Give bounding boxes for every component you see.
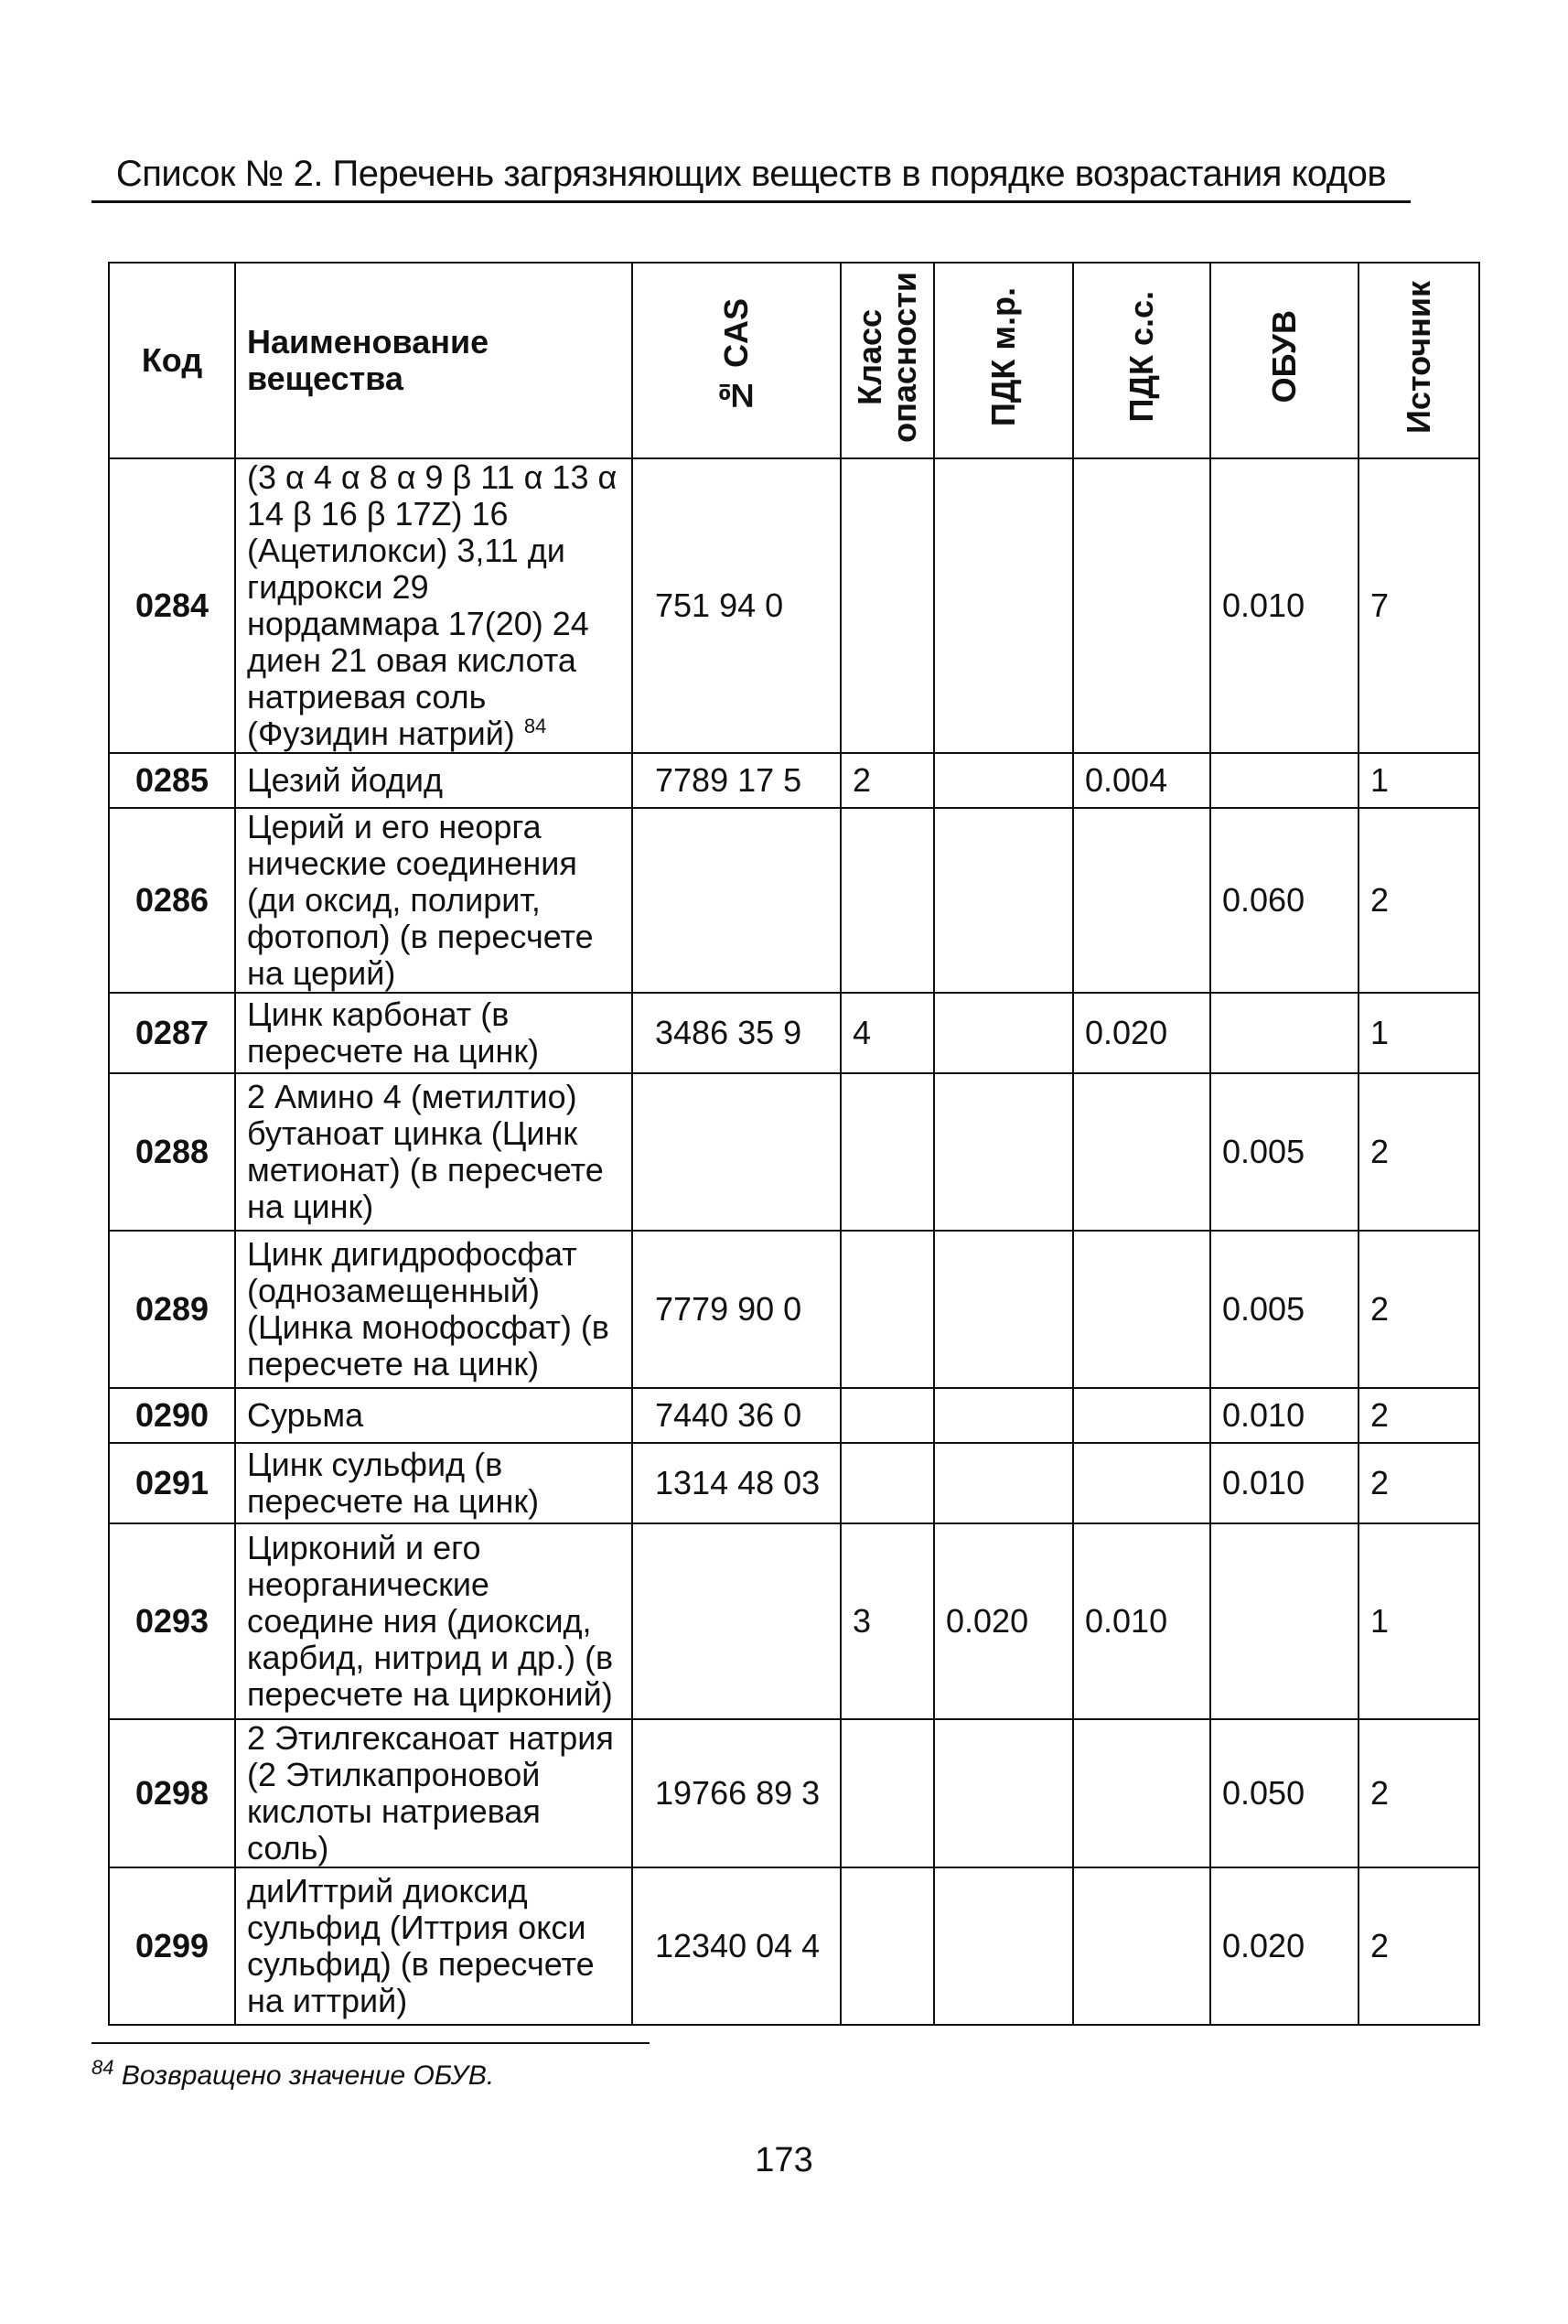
col-header-cas (632, 263, 841, 458)
cell-cas (632, 1523, 841, 1719)
cell-source: 2 (1359, 1073, 1479, 1231)
footnote-ref: 84 (523, 715, 547, 737)
cell-name: Цинк сульфид (в пересчете на цинк) (235, 1443, 632, 1523)
table-row (109, 1231, 1479, 1388)
cell-cas: 3486 35 9 (632, 993, 841, 1073)
cell-obuv: 0.010 (1210, 458, 1359, 753)
cell-code: 0289 (109, 1231, 235, 1388)
running-head-title: Список № 2. Перечень загрязняющих веществ в порядке возрастания кодов (91, 154, 1411, 203)
cell-code: 0286 (109, 808, 235, 993)
cell-pdk-ss (1073, 1867, 1210, 2025)
cell-name: 2 Этилгексаноат натрия (2 Этилкапроновой кислоты натриевая соль) (235, 1719, 632, 1867)
col-header-name: Наименование вещества (235, 263, 632, 458)
cell-code: 0288 (109, 1073, 235, 1231)
cell-pdk-mr (934, 1443, 1073, 1523)
footnote (91, 2056, 495, 2092)
cell-pdk-mr (934, 1388, 1073, 1443)
cell-source: 2 (1359, 1231, 1479, 1388)
cell-pdk-mr (934, 1073, 1073, 1231)
cell-obuv (1210, 993, 1359, 1073)
cell-cas: 7440 36 0 (632, 1388, 841, 1443)
col-header-pdk-mr-text: ПДК м.р. (984, 286, 1022, 427)
col-header-obuv-text: ОБУВ (1265, 310, 1303, 403)
cell-source: 1 (1359, 753, 1479, 808)
col-header-source-text: Источник (1400, 280, 1437, 434)
cell-pdk-ss (1073, 1388, 1210, 1443)
cell-cas (632, 1073, 841, 1231)
cell-pdk-ss (1073, 808, 1210, 993)
page-number: 173 (755, 2141, 813, 2179)
cell-obuv: 0.020 (1210, 1867, 1359, 2025)
cell-name: Церий и его неорга нические соединения (ди оксид, полирит, фотопол) (в пересчете на церий) (235, 808, 632, 993)
cell-pdk-mr (934, 1867, 1073, 2025)
cell-pdk-ss: 0.004 (1073, 753, 1210, 808)
footnote-separator (91, 2042, 650, 2044)
footnote-text: Возвращено значение ОБУВ. (121, 2060, 495, 2091)
cell-obuv: 0.060 (1210, 808, 1359, 993)
cell-source: 1 (1359, 993, 1479, 1073)
cell-source: 2 (1359, 1443, 1479, 1523)
table-row (109, 1073, 1479, 1231)
cell-name (235, 458, 632, 753)
cell-cas: 12340 04 4 (632, 1867, 841, 2025)
cell-pdk-ss (1073, 1719, 1210, 1867)
cell-obuv (1210, 753, 1359, 808)
cell-source: 1 (1359, 1523, 1479, 1719)
col-header-code: Код (109, 263, 235, 458)
cell-pdk-ss (1073, 458, 1210, 753)
cell-hazard (841, 1231, 934, 1388)
col-header-obuv (1210, 263, 1359, 458)
cell-code: 0291 (109, 1443, 235, 1523)
cell-name: Цезий йодид (235, 753, 632, 808)
col-header-pdk-ss-text: ПДК с.с. (1122, 291, 1160, 423)
cell-pdk-ss (1073, 1443, 1210, 1523)
cell-name: диИттрий диоксид сульфид (Иттрия окси сульфид) (в пересчете на иттрий) (235, 1867, 632, 2025)
cell-name: 2 Амино 4 (метилтио) бутаноат цинка (Цинк метионат) (в пересчете на цинк) (235, 1073, 632, 1231)
cell-pdk-mr (934, 993, 1073, 1073)
cell-name: Цинк карбонат (в пересчете на цинк) (235, 993, 632, 1073)
col-header-hazard-class (841, 263, 934, 458)
table-header-row (109, 263, 1479, 458)
cell-pdk-ss (1073, 1231, 1210, 1388)
cell-pdk-mr (934, 753, 1073, 808)
cell-code: 0299 (109, 1867, 235, 2025)
cell-source: 2 (1359, 1867, 1479, 2025)
cell-hazard (841, 1073, 934, 1231)
cell-hazard (841, 1719, 934, 1867)
cell-pdk-mr (934, 458, 1073, 753)
cell-pdk-ss: 0.020 (1073, 993, 1210, 1073)
cell-hazard: 3 (841, 1523, 934, 1719)
cell-pdk-ss: 0.010 (1073, 1523, 1210, 1719)
table-row (109, 458, 1479, 753)
cell-code: 0298 (109, 1719, 235, 1867)
cell-obuv: 0.010 (1210, 1443, 1359, 1523)
cell-cas: 7789 17 5 (632, 753, 841, 808)
col-header-cas-text: № CAS (717, 298, 755, 415)
cell-obuv: 0.005 (1210, 1073, 1359, 1231)
table-row (109, 1388, 1479, 1443)
cell-code: 0284 (109, 458, 235, 753)
table-row (109, 1719, 1479, 1867)
col-header-source (1359, 263, 1479, 458)
cell-cas: 19766 89 3 (632, 1719, 841, 1867)
table-row (109, 753, 1479, 808)
cell-hazard (841, 1388, 934, 1443)
cell-hazard (841, 458, 934, 753)
cell-pdk-mr (934, 1231, 1073, 1388)
col-header-hazard-class-text: Класс опасности (851, 271, 923, 443)
cell-pdk-ss (1073, 1073, 1210, 1231)
cell-code: 0290 (109, 1388, 235, 1443)
table-row (109, 808, 1479, 993)
cell-source: 2 (1359, 1719, 1479, 1867)
cell-name: Сурьма (235, 1388, 632, 1443)
cell-cas: 1314 48 03 (632, 1443, 841, 1523)
cell-obuv: 0.050 (1210, 1719, 1359, 1867)
cell-pdk-mr: 0.020 (934, 1523, 1073, 1719)
cell-hazard (841, 1867, 934, 2025)
cell-source: 2 (1359, 808, 1479, 993)
cell-name: Цинк дигидрофосфат (однозамещенный) (Цинка монофосфат) (в пересчете на цинк) (235, 1231, 632, 1388)
cell-code: 0285 (109, 753, 235, 808)
cell-hazard: 2 (841, 753, 934, 808)
cell-cas (632, 808, 841, 993)
cell-hazard: 4 (841, 993, 934, 1073)
cell-code: 0293 (109, 1523, 235, 1719)
cell-pdk-mr (934, 808, 1073, 993)
table-row (109, 1443, 1479, 1523)
col-header-pdk-mr (934, 263, 1073, 458)
cell-source: 2 (1359, 1388, 1479, 1443)
cell-obuv: 0.010 (1210, 1388, 1359, 1443)
table-row (109, 1523, 1479, 1719)
cell-hazard (841, 1443, 934, 1523)
substances-table (108, 262, 1480, 2026)
cell-cas: 7779 90 0 (632, 1231, 841, 1388)
cell-name: Цирконий и его неорганические соедине ния (диоксид, карбид, нитрид и др.) (в пересчете на цирконий) (235, 1523, 632, 1719)
footnote-marker: 84 (91, 2056, 114, 2079)
table-row (109, 993, 1479, 1073)
cell-obuv: 0.005 (1210, 1231, 1359, 1388)
cell-obuv (1210, 1523, 1359, 1719)
col-header-pdk-ss (1073, 263, 1210, 458)
cell-source: 7 (1359, 458, 1479, 753)
cell-name-text: (3 α 4 α 8 α 9 β 11 α 13 α 14 β 16 β 17Z) 16 (Ацетилокси) 3,11 ди гидрокси 29 нордаммара 17(20) 24 диен 21 овая кислота натриевая соль (Фузидин натрий) (247, 458, 618, 752)
substances-table-container (108, 262, 1478, 2026)
cell-hazard (841, 808, 934, 993)
cell-cas: 751 94 0 (632, 458, 841, 753)
cell-code: 0287 (109, 993, 235, 1073)
cell-pdk-mr (934, 1719, 1073, 1867)
table-row (109, 1867, 1479, 2025)
